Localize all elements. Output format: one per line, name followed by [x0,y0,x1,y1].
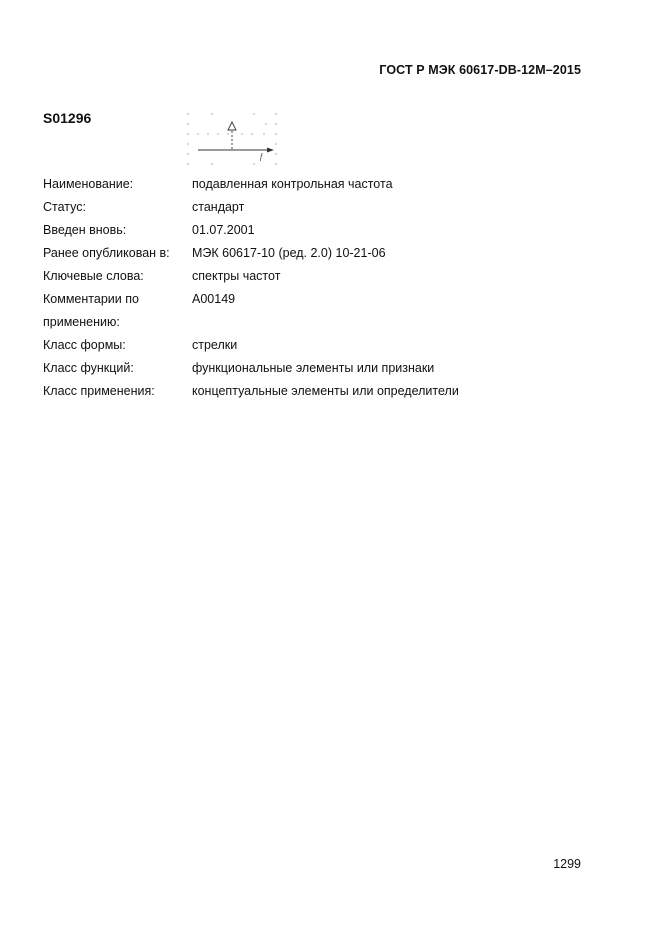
attribute-value: концептуальные элементы или определители [192,384,459,398]
attribute-row-application-notes [43,288,583,334]
frequency-variable-glyph: f [260,152,263,161]
attribute-label: Класс формы: [43,338,126,352]
open-arrowhead-up [228,122,236,130]
attribute-list [43,173,583,403]
attribute-label: Введен вновь: [43,223,127,237]
attribute-value: спектры частот [192,269,281,283]
attribute-row-application-class [43,380,583,403]
attribute-label: Наименование: [43,177,134,191]
attribute-row-shape-class [43,334,583,357]
attribute-value: стрелки [192,338,238,352]
attribute-row-previously-published [43,242,583,265]
attribute-value: A00149 [192,292,236,306]
attribute-row-status [43,196,583,219]
page-number: 1299 [553,857,581,871]
attribute-value: 01.07.2001 [192,223,255,237]
standard-title: ГОСТ Р МЭК 60617-DB-12M–2015 [379,63,581,77]
attribute-value: стандарт [192,200,245,214]
attribute-value: функциональные элементы или признаки [192,361,435,375]
attribute-label: Ранее опубликован в: [43,246,170,260]
attribute-label: Статус: [43,200,86,214]
attribute-label: Класс применения: [43,384,155,398]
attribute-label: Комментарии по применению: [43,292,139,329]
attribute-row-function-class [43,357,583,380]
attribute-value: МЭК 60617-10 (ред. 2.0) 10-21-06 [192,246,386,260]
attribute-row-keywords [43,265,583,288]
frequency-spectrum-arrow-symbol-icon [186,110,278,166]
attribute-value: подавленная контрольная частота [192,177,393,191]
attribute-row-name [43,173,583,196]
symbol-code: S01296 [43,110,92,126]
axis-arrowhead [267,148,274,153]
attribute-label: Ключевые слова: [43,269,144,283]
attribute-label: Класс функций: [43,361,134,375]
attribute-row-introduced [43,219,583,242]
